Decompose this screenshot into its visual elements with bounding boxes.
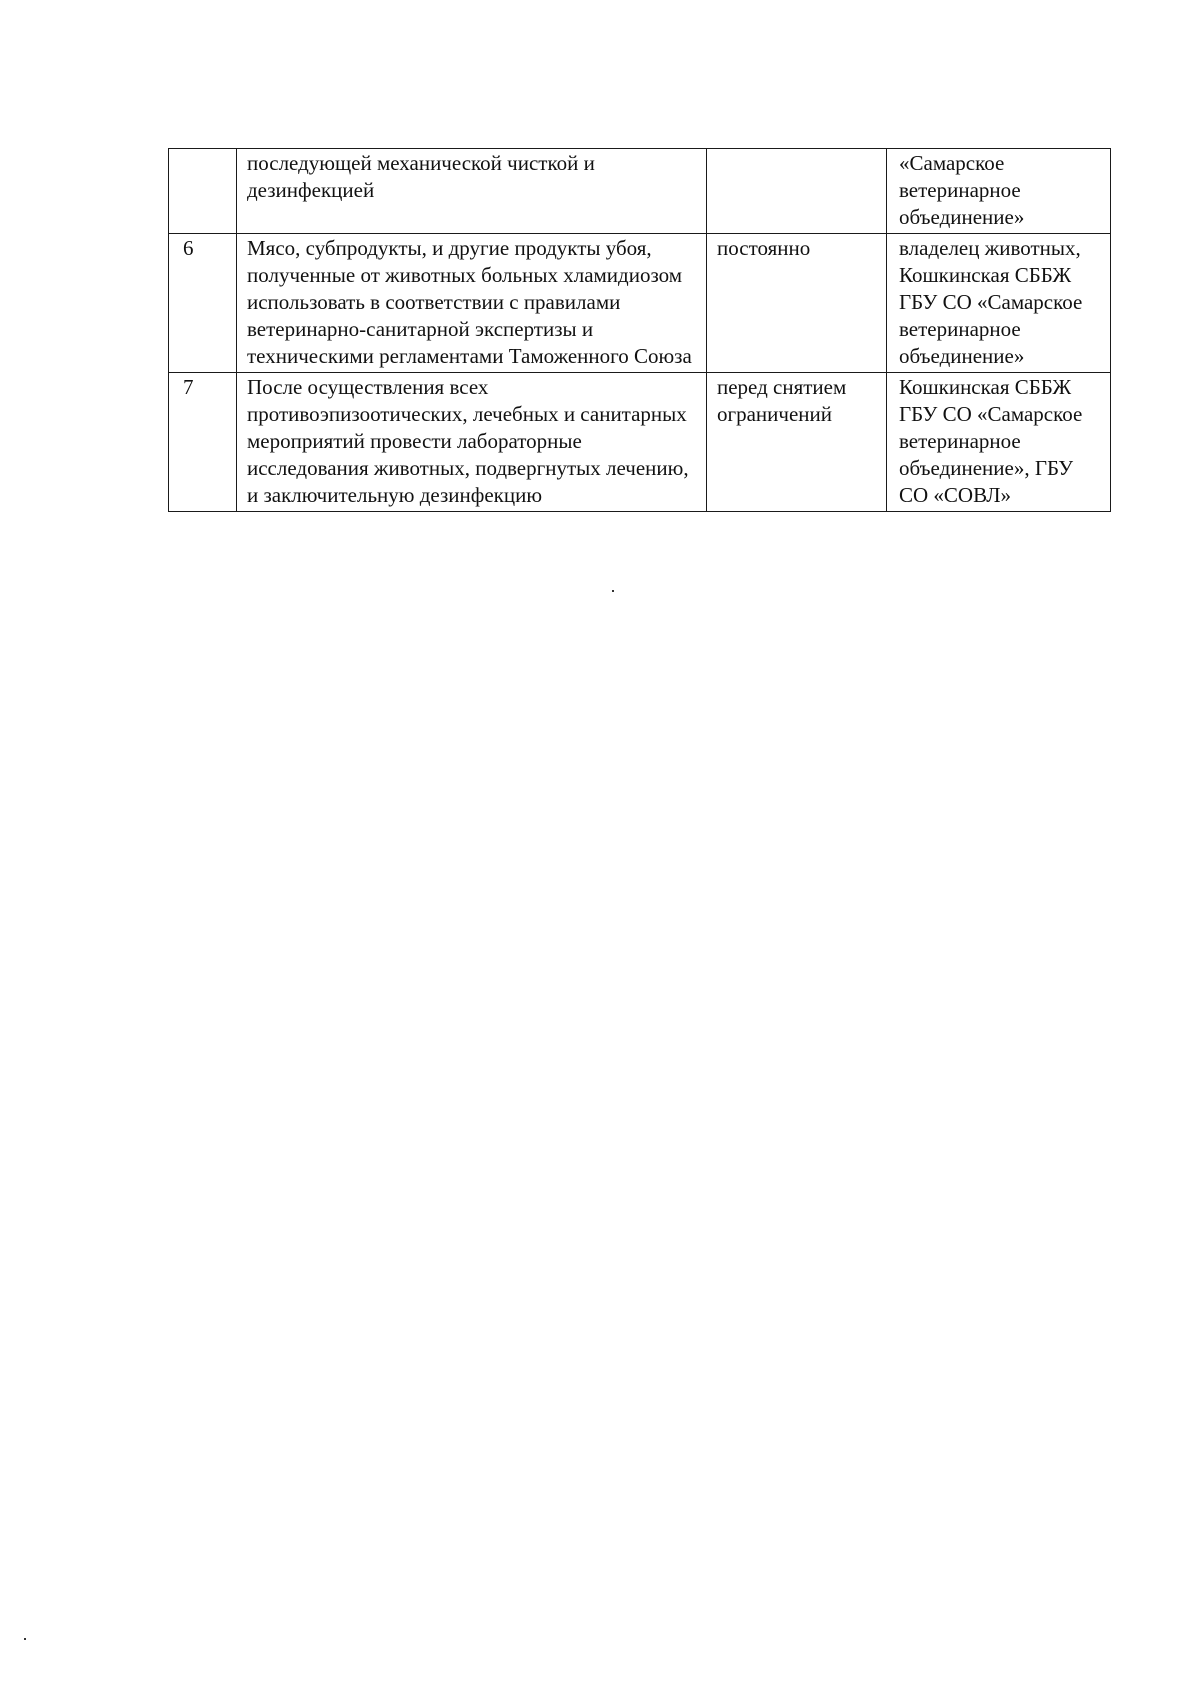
term-cell [707, 149, 887, 234]
action-cell: последующей механической чисткой и дезинфекцией [237, 149, 707, 234]
action-cell: Мясо, субпродукты, и другие продукты убоя, полученные от животных больных хламидиозом использовать в соответствии с правилами ветеринарно-санитарной экспертизы и техническими регламентами Таможенного Союза [237, 234, 707, 373]
responsible-cell: «Самарское ветеринарное объединение» [887, 149, 1111, 234]
term-cell: постоянно [707, 234, 887, 373]
measures-table [168, 148, 1111, 512]
table-row [169, 234, 1111, 373]
responsible-cell: владелец животных, Кошкинская СББЖ ГБУ СО «Самарское ветеринарное объединение» [887, 234, 1111, 373]
row-number: 6 [169, 234, 237, 373]
row-number: 7 [169, 373, 237, 512]
table-row [169, 149, 1111, 234]
responsible-cell: Кошкинская СББЖ ГБУ СО «Самарское ветеринарное объединение», ГБУ СО «СОВЛ» [887, 373, 1111, 512]
row-number [169, 149, 237, 234]
action-cell: После осуществления всех противоэпизоотических, лечебных и санитарных мероприятий провести лабораторные исследования животных, подвергнутых лечению, и заключительную дезинфекцию [237, 373, 707, 512]
scan-speck [24, 1638, 26, 1640]
table-row [169, 373, 1111, 512]
scan-speck [612, 590, 614, 592]
term-cell: перед снятием ограничений [707, 373, 887, 512]
